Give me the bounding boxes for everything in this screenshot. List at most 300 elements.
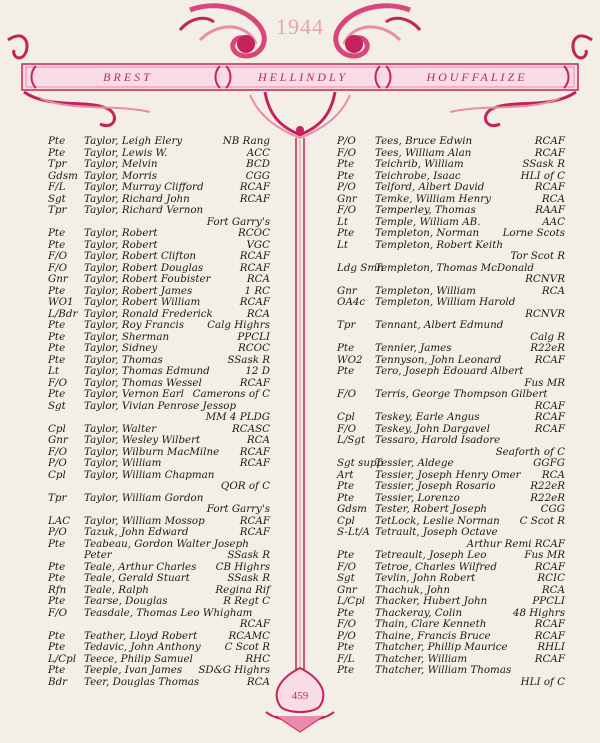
name-label: Teasdale, Thomas Leo Whigham: [84, 606, 253, 619]
name-label: Thaine, Francis Bruce: [375, 629, 491, 642]
rank-label: F/L: [48, 181, 66, 193]
unit-label: RCAF: [239, 250, 270, 262]
roll-entry: [48, 136, 270, 148]
name-label: Taylor, William Mossop: [84, 514, 205, 527]
year-heading: 1944: [276, 14, 324, 39]
name-label: Tero, Joseph Edouard Albert: [375, 365, 524, 377]
roll-entry: [48, 251, 270, 263]
rank-label: P/O: [337, 629, 356, 642]
roll-entry: [48, 677, 270, 689]
name-label: Taylor, Robert Foubister: [84, 273, 211, 285]
right-name-column: [337, 136, 565, 688]
name-label: Tees, William Alan: [375, 146, 472, 159]
rank-label: Gnr: [337, 583, 357, 596]
rank-label: L/Cpl: [337, 595, 366, 607]
rank-label: F/O: [337, 560, 357, 573]
roll-entry: [48, 550, 270, 562]
name-label: Teskey, John Dargavel: [375, 422, 490, 435]
rank-label: Pte: [48, 330, 66, 343]
name-label: Teale, Ralph: [84, 583, 149, 596]
name-label: Taylor, Murray Clifford: [84, 181, 204, 193]
unit-label: RAAF: [535, 204, 565, 216]
unit-label: Fus MR: [524, 376, 565, 389]
roll-entry: [337, 677, 565, 689]
rank-label: F/O: [48, 606, 68, 619]
roll-entry: [337, 182, 565, 194]
rank-label: Tpr: [337, 319, 356, 331]
name-label: Tedavic, John Anthony: [84, 641, 201, 653]
unit-label: RCNVR: [525, 273, 565, 285]
right-scroll: [485, 92, 576, 126]
unit-label: Fort Garry's: [206, 215, 270, 228]
name-label: Taylor, Roy Francis: [84, 319, 185, 331]
roll-entry: [337, 619, 565, 631]
roll-entry: [337, 458, 565, 470]
unit-label: RCA: [246, 273, 270, 285]
rank-label: Pte: [48, 227, 66, 239]
unit-label: RCAF: [534, 618, 565, 630]
unit-label: RCA: [541, 583, 565, 596]
rank-label: Cpl: [48, 468, 66, 481]
unit-label: C Scot R: [224, 641, 270, 653]
name-label: Temple, William AB.: [375, 215, 481, 228]
unit-label: RCAF: [534, 422, 565, 435]
rank-label: Cpl: [337, 411, 355, 423]
roll-entry: [337, 527, 565, 539]
unit-label: RCAF: [239, 457, 270, 469]
name-label: Templeton, William: [375, 284, 476, 297]
unit-label: MM 4 PLDG: [205, 411, 270, 423]
name-label: Teichrobe, Isaac: [375, 169, 461, 182]
unit-label: RCAF: [239, 514, 270, 527]
name-label: Taylor, William Chapman: [84, 468, 215, 481]
name-label: Temperley, Thomas: [375, 204, 476, 216]
roll-entry: [48, 217, 270, 229]
unit-label: Regina Rif: [215, 583, 270, 596]
roll-entry: [337, 205, 565, 217]
rank-label: Pte: [48, 641, 66, 653]
roll-entry: [337, 481, 565, 493]
name-label: Taylor, Robert: [84, 238, 158, 251]
rank-label: F/O: [337, 146, 357, 159]
name-label: Tetroe, Charles Wilfred: [375, 560, 497, 573]
unit-label: ACC: [246, 146, 270, 159]
rank-label: F/O: [337, 204, 357, 216]
rank-label: Gnr: [48, 434, 68, 446]
roll-entry: [48, 343, 270, 355]
name-label: Teer, Douglas Thomas: [84, 675, 200, 688]
name-label: Tetreault, Joseph Leo: [375, 549, 487, 561]
banner-place-hellindly: HELLINDLY: [257, 70, 349, 84]
unit-label: RCA: [246, 434, 270, 446]
unit-label: SSask R: [227, 549, 270, 561]
rank-label: OA4c: [337, 296, 366, 308]
rank-label: Pte: [48, 284, 66, 297]
name-label: Taylor, Robert Clifton: [84, 250, 197, 262]
name-label: Taylor, Richard John: [84, 192, 190, 205]
roll-entry: [337, 320, 565, 332]
name-label: Taylor, Robert: [84, 227, 158, 239]
rank-label: Sgt: [48, 399, 66, 412]
unit-label: R22eR: [530, 491, 565, 504]
unit-label: RCAF: [239, 445, 270, 458]
name-label: Taylor, William: [84, 457, 162, 469]
name-label: Tessaro, Harold Isadore: [375, 434, 501, 446]
roll-entry: [48, 389, 270, 401]
roll-entry: [337, 573, 565, 585]
name-label: Tennyson, John Leonard: [375, 353, 502, 366]
name-label: Taylor, Vivian Penrose Jessop: [84, 399, 237, 412]
rank-label: F/O: [48, 376, 68, 389]
name-label: Teichrib, William: [375, 158, 464, 170]
roll-entry: [48, 504, 270, 516]
rank-label: Pte: [48, 629, 66, 642]
roll-entry: [337, 274, 565, 286]
rank-label: Pte: [48, 595, 66, 607]
unit-label: RHC: [245, 652, 270, 665]
rank-label: Pte: [337, 641, 355, 653]
name-label: Taylor, Wesley Wilbert: [84, 434, 201, 446]
roll-entry: [337, 136, 565, 148]
roll-entry: [337, 366, 565, 378]
name-label: Taylor, Sidney: [84, 342, 158, 354]
roll-entry: [337, 412, 565, 424]
unit-label: RCAF: [239, 181, 270, 193]
roll-entry: [48, 228, 270, 240]
unit-label: Seaforth of C: [495, 445, 565, 458]
name-label: Taylor, Robert James: [84, 284, 193, 297]
rank-label: F/O: [48, 261, 68, 274]
roll-entry: [48, 596, 270, 608]
roll-entry: [48, 665, 270, 677]
unit-label: VGC: [246, 238, 270, 251]
rank-label: Pte: [337, 480, 355, 492]
roll-entry: [48, 274, 270, 286]
name-label: Taylor, Thomas Wessel: [84, 376, 202, 389]
rank-label: L/Bdr: [48, 307, 78, 320]
rank-label: Pte: [337, 158, 355, 170]
roll-entry: [337, 642, 565, 654]
rank-label: Gdsm: [337, 503, 367, 515]
rank-label: Pte: [48, 135, 66, 147]
name-label: Thatcher, Phillip Maurice: [375, 641, 508, 653]
roll-entry: [48, 320, 270, 332]
page-number: 459: [291, 690, 309, 702]
roll-entry: [337, 343, 565, 355]
unit-label: RCIC: [537, 572, 565, 584]
roll-entry: [337, 389, 565, 401]
name-label: Thatcher, William: [375, 652, 468, 665]
roll-entry: [337, 159, 565, 171]
name-label: Taylor, Ronald Frederick: [84, 307, 213, 320]
unit-label: RCAF: [534, 629, 565, 642]
rank-label: F/O: [337, 388, 357, 400]
rank-label: Pte: [337, 169, 355, 182]
unit-label: RCA: [541, 468, 565, 481]
name-label: Teale, Gerald Stuart: [84, 572, 190, 584]
roll-entry: [48, 297, 270, 309]
name-label: Tessier, Joseph Henry Omer: [375, 468, 521, 481]
roll-entry: [337, 435, 565, 447]
name-label: Taylor, Walter: [84, 422, 157, 435]
name-label: Thain, Clare Kenneth: [375, 618, 487, 630]
unit-label: R22eR: [530, 342, 565, 354]
roll-entry: [337, 297, 565, 309]
rank-label: P/O: [48, 457, 67, 469]
unit-label: RCAF: [239, 192, 270, 205]
name-label: Tees, Bruce Edwin: [375, 135, 473, 147]
unit-label: PPCLI: [237, 330, 270, 343]
name-label: Terris, George Thompson Gilbert: [375, 388, 548, 400]
rank-label: F/O: [337, 422, 357, 435]
rank-label: Cpl: [337, 514, 355, 527]
name-label: Teece, Philip Samuel: [84, 652, 193, 665]
name-label: Templeton, Thomas McDonald: [375, 261, 534, 274]
unit-label: RCAF: [534, 652, 565, 665]
name-label: Teale, Arthur Charles: [84, 560, 197, 573]
unit-label: RCAF: [534, 399, 565, 412]
unit-label: RCOC: [238, 227, 270, 239]
roll-entry: [48, 159, 270, 171]
rank-label: L/Sgt: [337, 434, 366, 446]
rank-label: F/O: [48, 250, 68, 262]
roll-entry: [48, 148, 270, 160]
unit-label: HLI of C: [520, 675, 565, 688]
unit-label: RHLI: [537, 641, 565, 653]
unit-label: PPCLI: [532, 595, 565, 607]
roll-entry: [48, 205, 270, 217]
rank-label: F/L: [337, 652, 355, 665]
name-label: Taylor, Melvin: [84, 158, 158, 170]
roll-entry: [48, 642, 270, 654]
rank-label: Pte: [48, 537, 66, 550]
rank-label: Art: [337, 468, 354, 481]
roll-entry: [337, 228, 565, 240]
name-label: Taylor, Leigh Elery: [84, 135, 183, 147]
unit-label: RCAF: [239, 618, 270, 630]
roll-entry: [48, 412, 270, 424]
rank-label: Pte: [48, 560, 66, 573]
roll-entry: [48, 458, 270, 470]
unit-label: RCAF: [239, 261, 270, 274]
rank-label: Tpr: [48, 158, 67, 170]
unit-label: RCAF: [534, 146, 565, 159]
name-label: Taylor, Wilburn MacMilne: [84, 445, 220, 458]
unit-label: BCD: [246, 158, 270, 170]
name-label: Taylor, Thomas Edmund: [84, 365, 210, 377]
name-label: Tetrault, Joseph Octave: [375, 526, 498, 538]
name-label: Templeton, Norman: [375, 227, 480, 239]
unit-label: R Regt C: [223, 595, 270, 607]
name-label: Taylor, William Gordon: [84, 491, 204, 504]
unit-label: HLI of C: [520, 169, 565, 182]
unit-label: Camerons of C: [192, 388, 270, 400]
rank-label: Gnr: [48, 273, 68, 285]
banner-place-houffalize: HOUFFALIZE: [426, 70, 528, 84]
unit-label: SSask R: [227, 572, 270, 584]
name-label: Telford, Albert David: [375, 181, 485, 193]
rank-label: Sgt: [48, 192, 66, 205]
unit-label: RCNVR: [525, 307, 565, 320]
unit-label: RCAF: [534, 181, 565, 193]
rank-label: Pte: [48, 664, 66, 676]
unit-label: CGG: [245, 169, 270, 182]
roll-entry: [337, 665, 565, 677]
unit-label: RCAF: [534, 560, 565, 573]
rank-label: Pte: [48, 388, 66, 400]
roll-entry: [337, 504, 565, 516]
unit-label: RCA: [541, 284, 565, 297]
unit-label: RCAF: [534, 411, 565, 423]
unit-label: RCOC: [238, 342, 270, 354]
unit-label: SSask R: [227, 353, 270, 366]
rank-label: Pte: [48, 572, 66, 584]
rank-label: P/O: [337, 181, 356, 193]
rank-label: Pte: [48, 146, 66, 159]
rank-label: Pte: [48, 319, 66, 331]
name-label: Tester, Robert Joseph: [375, 503, 487, 515]
roll-entry: [48, 619, 270, 631]
name-label: Teskey, Earle Angus: [375, 411, 480, 423]
name-label: Templeton, Robert Keith: [375, 238, 503, 251]
name-label: Tazuk, John Edward: [84, 526, 189, 538]
left-name-column: [48, 136, 270, 688]
name-label: Templeton, William Harold: [375, 296, 516, 308]
roll-entry: [337, 550, 565, 562]
unit-label: SSask R: [522, 158, 565, 170]
name-label: Thackeray, Colin: [375, 606, 463, 619]
name-label: Tevlin, John Robert: [375, 572, 476, 584]
rank-label: Tpr: [48, 204, 67, 216]
rank-label: Tpr: [48, 491, 67, 504]
unit-label: 12 D: [245, 365, 270, 377]
unit-label: RCA: [541, 192, 565, 205]
roll-entry: [48, 573, 270, 585]
rank-label: WO1: [48, 296, 74, 308]
name-label: Peter: [84, 549, 112, 561]
unit-label: Arthur Remi RCAF: [466, 537, 565, 550]
unit-label: NB Rang: [222, 135, 270, 147]
rank-label: F/O: [337, 618, 357, 630]
name-label: Taylor, Vernon Earl: [84, 388, 184, 400]
unit-label: RCAF: [239, 376, 270, 389]
name-label: Teabeau, Gordon Walter Joseph: [84, 537, 249, 550]
rank-label: Gdsm: [48, 169, 78, 182]
banner-place-brest: BREST: [103, 70, 153, 84]
rank-label: Sgt supp: [337, 457, 384, 469]
unit-label: 48 Highrs: [512, 606, 565, 619]
unit-label: Fort Garry's: [206, 503, 270, 515]
rank-label: S-Lt/A: [337, 526, 370, 538]
roll-entry: [48, 435, 270, 447]
roll-entry: [337, 251, 565, 263]
unit-label: Fus MR: [524, 549, 565, 561]
unit-label: RCAF: [239, 526, 270, 538]
roll-entry: [48, 527, 270, 539]
unit-label: Calg R: [530, 330, 565, 343]
rank-label: Pte: [48, 353, 66, 366]
unit-label: RCAMC: [228, 629, 270, 642]
rank-label: Bdr: [48, 675, 68, 688]
name-label: TetLock, Leslie Norman: [375, 514, 500, 527]
name-label: Thatcher, William Thomas: [375, 664, 512, 676]
rank-label: Lt: [337, 238, 348, 251]
rank-label: LAC: [48, 514, 71, 527]
unit-label: RCASC: [232, 422, 270, 435]
roll-entry: [48, 608, 270, 620]
rank-label: Pte: [337, 491, 355, 504]
unit-label: RCAF: [534, 353, 565, 366]
name-label: Taylor, Lewis W.: [84, 146, 168, 159]
rank-label: Sgt: [337, 572, 355, 584]
name-label: Taylor, Robert Douglas: [84, 261, 204, 274]
roll-entry: [48, 182, 270, 194]
roll-entry: [48, 332, 270, 344]
rank-label: F/O: [48, 445, 68, 458]
unit-label: 1 RC: [244, 284, 270, 297]
rank-label: Lt: [48, 365, 59, 377]
rank-label: Pte: [48, 342, 66, 354]
unit-label: SD&G Highrs: [198, 664, 270, 676]
rank-label: WO2: [337, 353, 363, 366]
rank-label: Pte: [337, 664, 355, 676]
unit-label: R22eR: [530, 480, 565, 492]
roll-entry: [48, 481, 270, 493]
name-label: Teather, Lloyd Robert: [84, 629, 198, 642]
rank-label: Pte: [337, 227, 355, 239]
unit-label: Calg Highrs: [207, 319, 270, 331]
unit-label: AAC: [542, 215, 565, 228]
unit-label: RCA: [246, 307, 270, 320]
rank-label: Rfn: [48, 583, 67, 596]
name-label: Taylor, Robert William: [84, 296, 201, 308]
rank-label: Pte: [337, 365, 355, 377]
roll-entry: [337, 596, 565, 608]
name-label: Thachuk, John: [375, 583, 451, 596]
unit-label: RCA: [246, 675, 270, 688]
name-label: Tessier, Joseph Rosario: [375, 480, 496, 492]
name-label: Tessier, Lorenzo: [375, 491, 460, 504]
left-scroll: [24, 92, 115, 126]
roll-entry: [48, 366, 270, 378]
name-label: Temke, William Henry: [375, 192, 492, 205]
name-label: Tearse, Douglas: [84, 595, 168, 607]
unit-label: RCAF: [239, 296, 270, 308]
rank-label: L/Cpl: [48, 652, 77, 665]
rank-label: P/O: [48, 526, 67, 538]
rank-label: Pte: [337, 549, 355, 561]
name-label: Thacker, Hubert John: [375, 595, 488, 607]
rank-label: Gnr: [337, 284, 357, 297]
rank-label: P/O: [337, 135, 356, 147]
unit-label: GGFG: [533, 457, 565, 469]
rank-label: Pte: [337, 606, 355, 619]
name-label: Teeple, Ivan James: [84, 664, 183, 676]
unit-label: Lorne Scots: [502, 227, 565, 239]
name-label: Taylor, Sherman: [84, 330, 170, 343]
rank-label: Gnr: [337, 192, 357, 205]
name-label: Tennier, James: [375, 342, 452, 354]
unit-label: CGG: [540, 503, 565, 515]
rank-label: Pte: [337, 342, 355, 354]
name-label: Taylor, Richard Vernon: [84, 204, 204, 216]
name-label: Taylor, Morris: [84, 169, 158, 182]
rank-label: Cpl: [48, 422, 66, 435]
name-label: Tennant, Albert Edmund: [375, 319, 504, 331]
rank-label: Lt: [337, 215, 348, 228]
name-label: Taylor, Thomas: [84, 353, 163, 366]
unit-label: Tor Scot R: [510, 250, 565, 262]
